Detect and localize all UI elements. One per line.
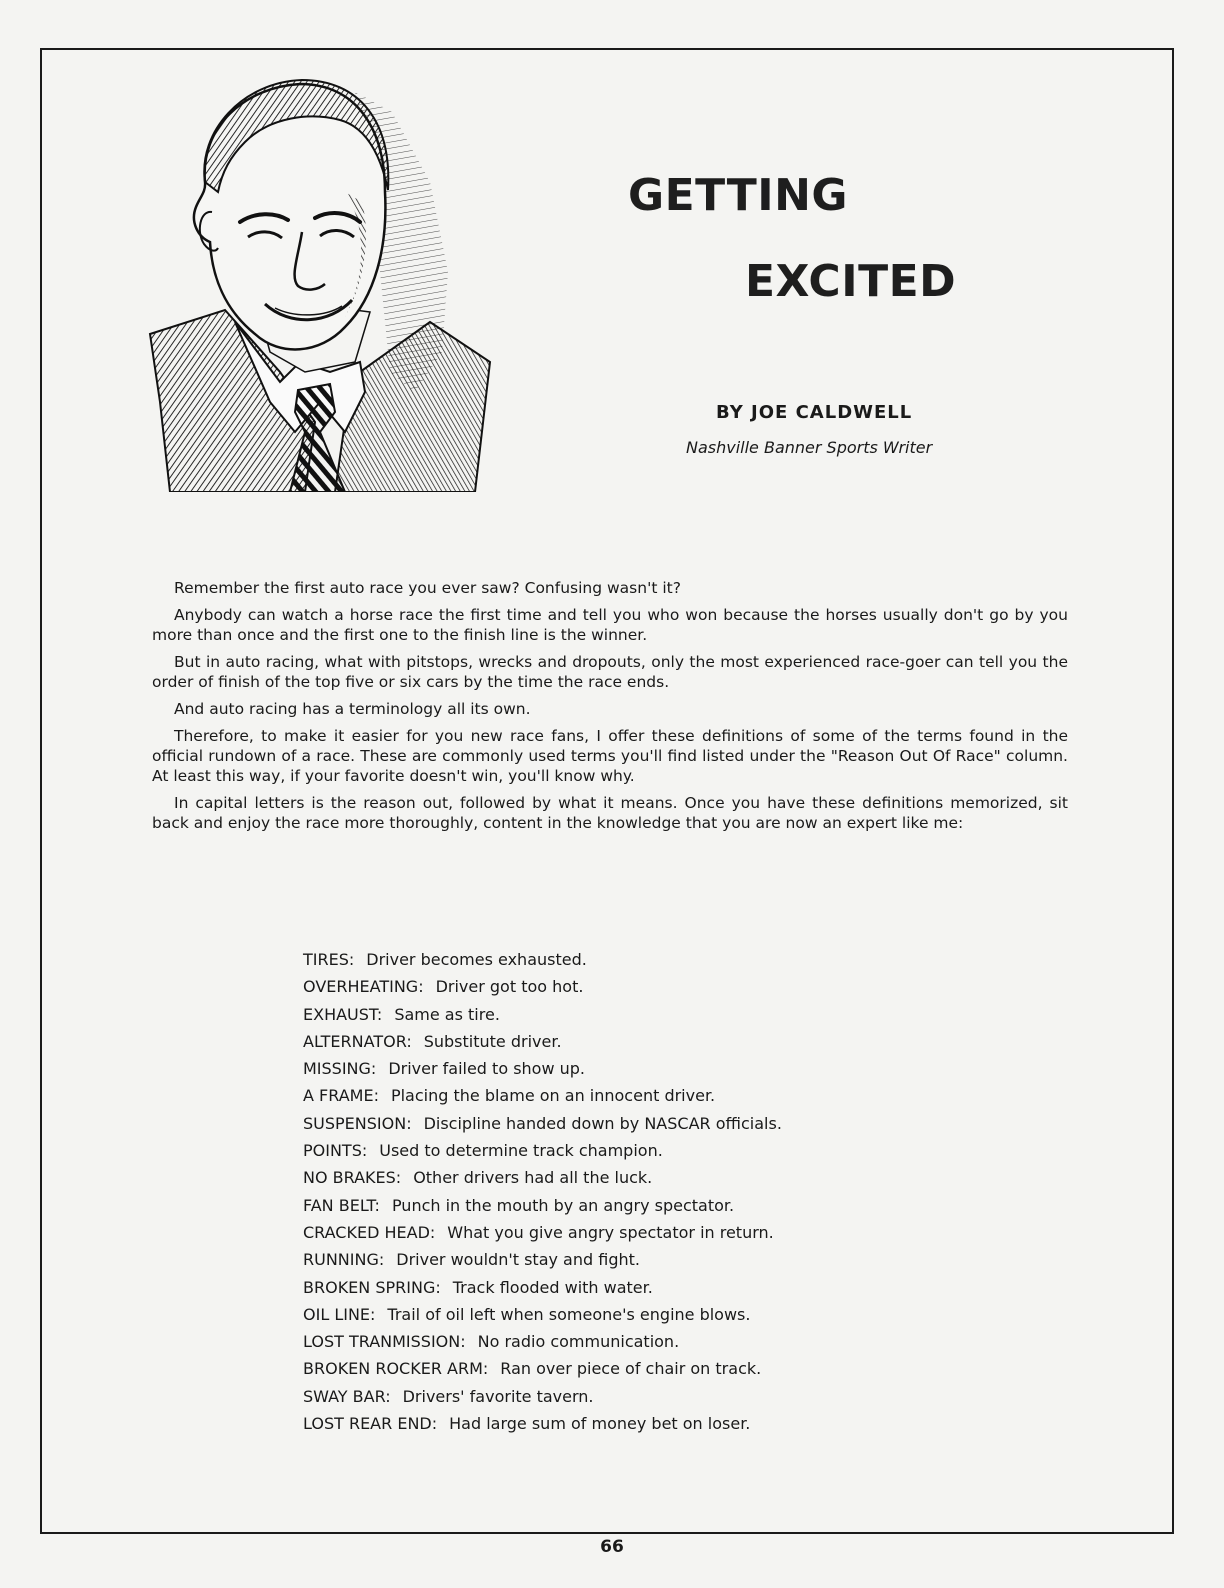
paragraph: Remember the first auto race you ever saw? Confusing wasn't it?	[174, 579, 681, 597]
definition-item	[303, 1274, 782, 1301]
definition-meaning: Driver failed to show up.	[388, 1059, 586, 1079]
definitions-list	[303, 946, 782, 1437]
definition-meaning: Driver got too hot.	[435, 977, 584, 997]
definition-meaning: Discipline handed down by NASCAR officials.	[423, 1113, 782, 1133]
paragraph: And auto racing has a terminology all its own.	[174, 700, 531, 718]
definition-meaning: Other drivers had all the luck.	[413, 1168, 653, 1188]
definition-term: TIRES:	[303, 950, 355, 969]
definition-term: ALTERNATOR:	[303, 1031, 412, 1051]
definition-term: NO BRAKES:	[303, 1168, 402, 1188]
definition-item	[303, 973, 782, 1000]
definition-term: EXHAUST:	[303, 1004, 383, 1024]
definition-item	[303, 946, 782, 973]
definition-term: LOST TRANMISSION:	[303, 1332, 466, 1352]
definition-item	[303, 1055, 782, 1082]
paragraph: But in auto racing, what with pitstops, wrecks and dropouts, only the most experienced race-goer can tell you the order of finish of the top five or six cars by the time the race ends.	[152, 653, 1068, 691]
definition-meaning: No radio communication.	[477, 1332, 680, 1352]
definition-meaning: Driver wouldn't stay and fight.	[396, 1250, 640, 1270]
paragraph: In capital letters is the reason out, followed by what it means. Once you have these definitions memorized, sit back and enjoy the race more thoroughly, content in the knowledge that you are now an expert like me:	[152, 794, 1068, 832]
definition-item	[303, 1028, 782, 1055]
definition-term: FAN BELT:	[303, 1195, 380, 1215]
definition-term: MISSING:	[303, 1059, 377, 1079]
author-role: Nashville Banner Sports Writer	[686, 438, 933, 457]
article-title-line-2: EXCITED	[745, 256, 957, 307]
definition-term: OIL LINE:	[303, 1304, 376, 1324]
definition-term: BROKEN SPRING:	[303, 1277, 441, 1297]
definition-term: SWAY BAR:	[303, 1386, 391, 1406]
definition-meaning: Track flooded with water.	[452, 1277, 653, 1297]
author-portrait	[130, 72, 502, 492]
definition-item	[303, 1137, 782, 1164]
definition-item	[303, 1110, 782, 1137]
paragraph: Therefore, to make it easier for you new race fans, I offer these definitions of some of the terms found in the official rundown of a race. These are commonly used terms you'll find listed under the "Reason Out Of Race" column. At least this way, if your favorite doesn't win, you'll know why.	[152, 727, 1068, 785]
definition-meaning: Substitute driver.	[423, 1031, 562, 1051]
definition-item	[303, 1192, 782, 1219]
definition-meaning: Used to determine track champion.	[379, 1141, 663, 1161]
article-title-line-1: GETTING	[628, 170, 849, 221]
definition-item	[303, 1301, 782, 1328]
byline: BY JOE CALDWELL	[716, 402, 913, 423]
definition-term: OVERHEATING:	[303, 977, 424, 997]
definition-term: A FRAME:	[303, 1086, 379, 1106]
definition-meaning: Drivers' favorite tavern.	[402, 1386, 594, 1406]
definition-meaning: Trail of oil left when someone's engine blows.	[387, 1304, 751, 1324]
definition-item	[303, 1383, 782, 1410]
definition-meaning: Placing the blame on an innocent driver.	[390, 1086, 716, 1106]
definition-item	[303, 1082, 782, 1109]
definition-term: POINTS:	[303, 1141, 368, 1161]
definition-term: RUNNING:	[303, 1250, 385, 1270]
definition-meaning: What you give angry spectator in return.	[447, 1222, 774, 1242]
definition-meaning: Had large sum of money bet on loser.	[449, 1414, 751, 1434]
definition-meaning: Ran over piece of chair on track.	[500, 1359, 762, 1379]
definition-meaning: Driver becomes exhausted.	[366, 950, 587, 969]
definition-term: LOST REAR END:	[303, 1414, 438, 1434]
definition-meaning: Same as tire.	[394, 1004, 500, 1024]
paragraph: Anybody can watch a horse race the first time and tell you who won because the horses usually don't go by you more than once and the first one to the finish line is the winner.	[152, 606, 1068, 644]
article-body	[152, 578, 1068, 840]
definition-term: CRACKED HEAD:	[303, 1222, 436, 1242]
definition-item	[303, 1355, 782, 1382]
page-number: 66	[600, 1537, 624, 1557]
definition-term: BROKEN ROCKER ARM:	[303, 1359, 489, 1379]
definition-item	[303, 1001, 782, 1028]
definition-item	[303, 1410, 782, 1437]
definition-item	[303, 1328, 782, 1355]
definition-item	[303, 1219, 782, 1246]
definition-item	[303, 1164, 782, 1191]
definition-term: SUSPENSION:	[303, 1113, 412, 1133]
definition-meaning: Punch in the mouth by an angry spectator.	[391, 1195, 735, 1215]
definition-item	[303, 1246, 782, 1273]
